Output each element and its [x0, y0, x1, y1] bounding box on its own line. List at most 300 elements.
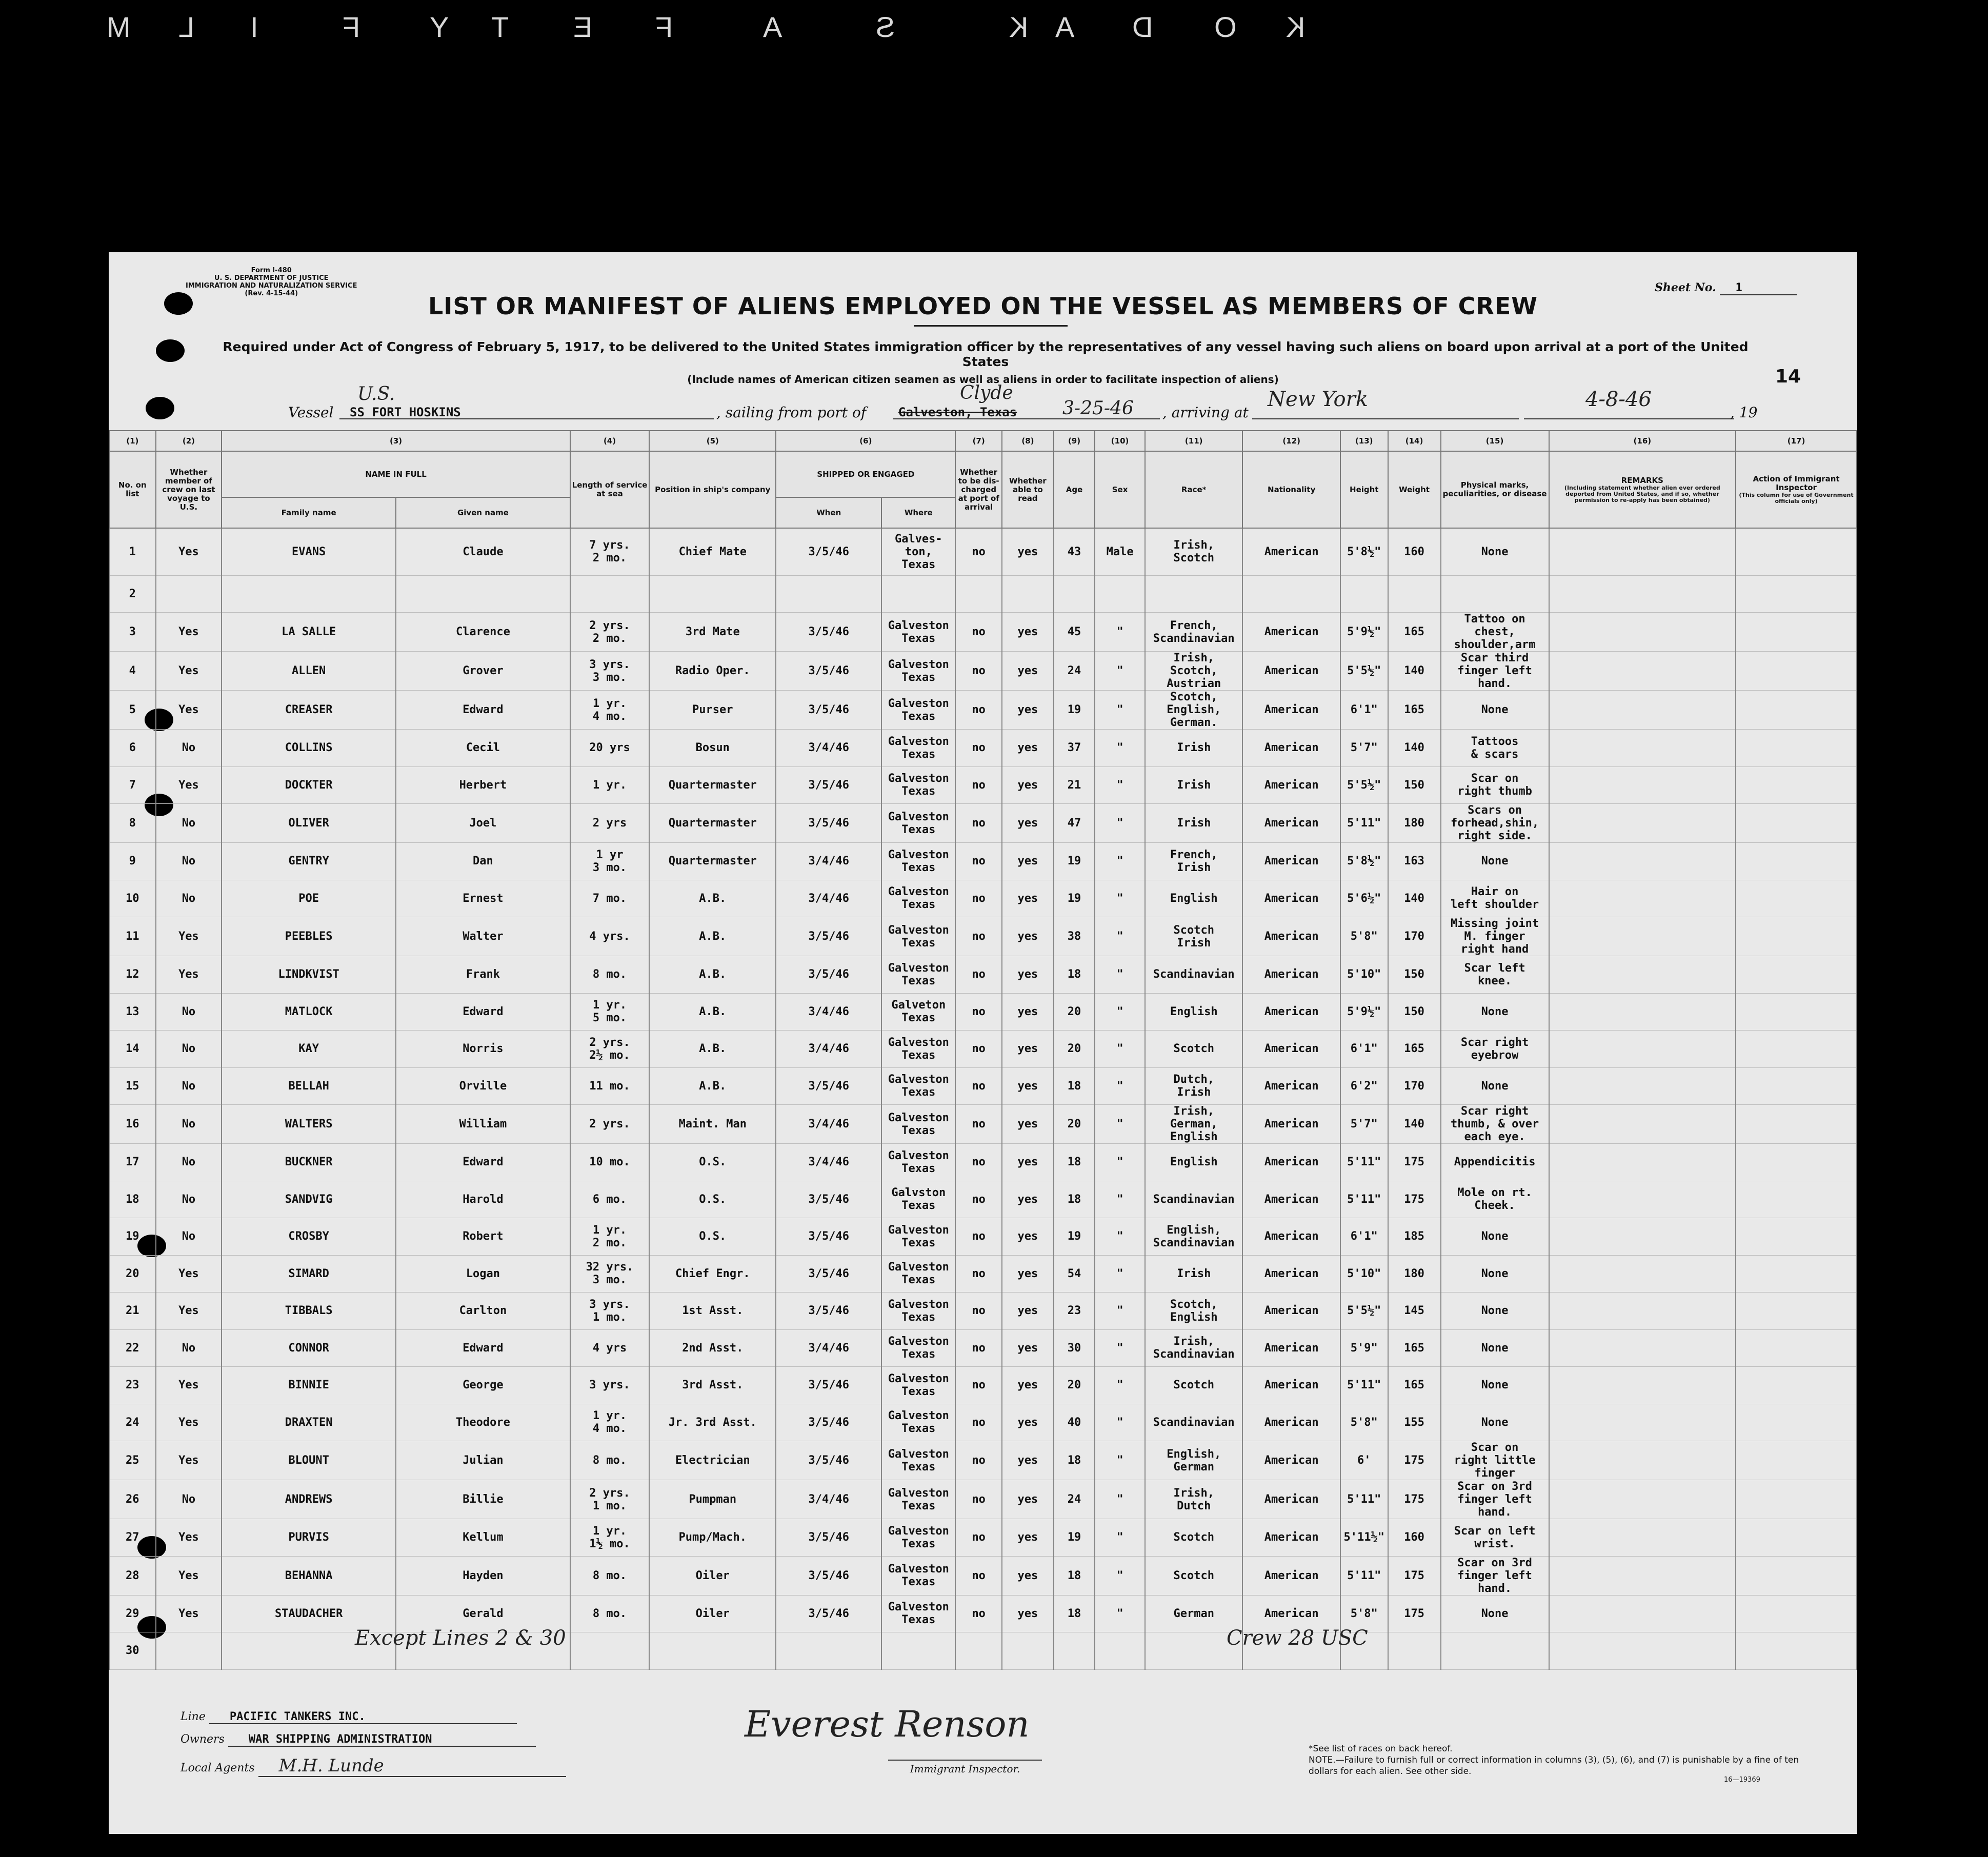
cell-prior-voyage: No	[156, 804, 222, 843]
cell-race: English	[1145, 1144, 1242, 1181]
film-letter: F	[338, 11, 360, 43]
cell-weight: 145	[1388, 1293, 1441, 1330]
cell-action	[1736, 1632, 1857, 1670]
cell-able-to-read: yes	[1002, 1218, 1054, 1256]
cell-shipped-where: Galveston Texas	[881, 1293, 955, 1330]
cell-weight: 165	[1388, 613, 1441, 652]
cell-remarks	[1549, 1632, 1736, 1670]
table-row	[109, 1067, 1857, 1105]
cell-given-name: Grover	[396, 652, 570, 691]
cell-nationality: American	[1242, 1367, 1340, 1404]
cell-position: Purser	[649, 691, 776, 730]
cell-age: 19	[1054, 880, 1095, 917]
film-letter: O	[1210, 11, 1237, 43]
cell-physical-marks: Missing joint M. finger right hand	[1441, 917, 1549, 956]
header-action-title: Action of Immigrant Inspector	[1753, 474, 1840, 492]
cell-able-to-read: yes	[1002, 528, 1054, 575]
cell-shipped-when: 3/4/46	[776, 843, 881, 880]
cell-remarks	[1549, 1595, 1736, 1632]
cell-discharged: no	[955, 1067, 1002, 1105]
cell-age: 20	[1054, 1105, 1095, 1144]
cell-shipped-where: Galveston Texas	[881, 1556, 955, 1595]
cell-remarks	[1549, 766, 1736, 804]
cell-shipped-where: Galveston Texas	[881, 917, 955, 956]
cell-sex: "	[1095, 1067, 1145, 1105]
cell-prior-voyage: Yes	[156, 766, 222, 804]
cell-action	[1736, 1218, 1857, 1256]
cell-shipped-when: 3/4/46	[776, 1031, 881, 1068]
cell-row-number: 30	[109, 1632, 156, 1670]
header-height: Height	[1340, 451, 1388, 528]
cell-prior-voyage: No	[156, 843, 222, 880]
cell-position: A.B.	[649, 917, 776, 956]
cell-nationality: American	[1242, 730, 1340, 767]
header-age: Age	[1054, 451, 1095, 528]
cell-shipped-when: 3/5/46	[776, 1181, 881, 1218]
cell-shipped-where: Galveston Texas	[881, 1255, 955, 1293]
cell-position: O.S.	[649, 1181, 776, 1218]
cell-race: Scotch	[1145, 1519, 1242, 1557]
header-action	[1736, 451, 1857, 528]
cell-race: Scandinavian	[1145, 1404, 1242, 1441]
cell-nationality: American	[1242, 1404, 1340, 1441]
table-row	[109, 1404, 1857, 1441]
table-row	[109, 1480, 1857, 1519]
table-row	[109, 613, 1857, 652]
cell-position: Quartermaster	[649, 804, 776, 843]
table-row	[109, 1144, 1857, 1181]
cell-discharged: no	[955, 1293, 1002, 1330]
cell-length-of-service: 2 yrs. 2 mo.	[570, 613, 649, 652]
cell-discharged	[955, 1632, 1002, 1670]
cell-race: English, Scandinavian	[1145, 1218, 1242, 1256]
cell-row-number: 29	[109, 1595, 156, 1632]
cell-given-name: Logan	[396, 1255, 570, 1293]
cell-weight: 140	[1388, 1105, 1441, 1144]
cell-shipped-where: Galves- ton, Texas	[881, 528, 955, 575]
cell-shipped-where: Galveton Texas	[881, 993, 955, 1031]
cell-length-of-service: 1 yr. 4 mo.	[570, 1404, 649, 1441]
cell-weight: 175	[1388, 1144, 1441, 1181]
cell-length-of-service	[570, 1632, 649, 1670]
cell-row-number: 14	[109, 1031, 156, 1068]
cell-height: 5'7"	[1340, 1105, 1388, 1144]
cell-weight: 185	[1388, 1218, 1441, 1256]
cell-family-name: DRAXTEN	[222, 1404, 396, 1441]
cell-action	[1736, 1329, 1857, 1367]
cell-sex: "	[1095, 804, 1145, 843]
cell-weight: 165	[1388, 691, 1441, 730]
cell-length-of-service: 4 yrs	[570, 1329, 649, 1367]
table-row	[109, 652, 1857, 691]
header-when: When	[776, 497, 881, 528]
footer-owners	[180, 1733, 536, 1747]
cell-physical-marks: Appendicitis	[1441, 1144, 1549, 1181]
cell-action	[1736, 1595, 1857, 1632]
table-row	[109, 804, 1857, 843]
cell-shipped-when: 3/4/46	[776, 993, 881, 1031]
cell-sex: "	[1095, 766, 1145, 804]
cell-discharged: no	[955, 1218, 1002, 1256]
cell-remarks	[1549, 691, 1736, 730]
cell-shipped-where: Galveston Texas	[881, 766, 955, 804]
film-letter: A	[1051, 11, 1075, 43]
cell-family-name: BLOUNT	[222, 1441, 396, 1480]
cell-discharged	[955, 575, 1002, 613]
cell-family-name: GENTRY	[222, 843, 396, 880]
cell-height: 6'1"	[1340, 1218, 1388, 1256]
cell-position	[649, 1632, 776, 1670]
cell-physical-marks: Scar third finger left hand.	[1441, 652, 1549, 691]
cell-shipped-where: Galveston Texas	[881, 613, 955, 652]
cell-age: 19	[1054, 843, 1095, 880]
cell-action	[1736, 1105, 1857, 1144]
cell-position: Pump/Mach.	[649, 1519, 776, 1557]
cell-remarks	[1549, 652, 1736, 691]
header-length-service: Length of service at sea	[570, 451, 649, 528]
punch-hole	[156, 339, 185, 362]
cell-given-name: Edward	[396, 691, 570, 730]
col-3-number: (3)	[222, 431, 570, 451]
cell-able-to-read: yes	[1002, 804, 1054, 843]
cell-weight: 180	[1388, 804, 1441, 843]
cell-action	[1736, 1067, 1857, 1105]
cell-height: 5'11"	[1340, 1367, 1388, 1404]
line-value: PACIFIC TANKERS INC.	[209, 1710, 517, 1724]
cell-age: 18	[1054, 1556, 1095, 1595]
cell-height: 5'10"	[1340, 1255, 1388, 1293]
cell-physical-marks: None	[1441, 1367, 1549, 1404]
cell-shipped-when: 3/5/46	[776, 917, 881, 956]
film-letter: K	[1005, 11, 1029, 43]
cell-given-name: Julian	[396, 1441, 570, 1480]
cell-shipped-where: Galveston Texas	[881, 956, 955, 994]
cell-nationality: American	[1242, 917, 1340, 956]
cell-race: Irish, Scotch, Austrian	[1145, 652, 1242, 691]
cell-sex: "	[1095, 1181, 1145, 1218]
cell-physical-marks: Tattoo on chest, shoulder,arm	[1441, 613, 1549, 652]
cell-weight	[1388, 575, 1441, 613]
cell-action	[1736, 1293, 1857, 1330]
cell-remarks	[1549, 1519, 1736, 1557]
cell-race: Irish, Scandinavian	[1145, 1329, 1242, 1367]
cell-weight: 180	[1388, 1255, 1441, 1293]
cell-length-of-service: 1 yr. 5 mo.	[570, 993, 649, 1031]
header-family-name: Family name	[222, 497, 396, 528]
cell-prior-voyage: Yes	[156, 613, 222, 652]
cell-family-name: CREASER	[222, 691, 396, 730]
col-15-number: (15)	[1441, 431, 1549, 451]
cell-given-name: Carlton	[396, 1293, 570, 1330]
cell-height: 5'11½"	[1340, 1519, 1388, 1557]
cell-position: Electrician	[649, 1441, 776, 1480]
cell-physical-marks: Scar left knee.	[1441, 956, 1549, 994]
cell-given-name: Herbert	[396, 766, 570, 804]
cell-family-name: LINDKVIST	[222, 956, 396, 994]
cell-physical-marks: None	[1441, 1067, 1549, 1105]
header-action-note: (This column for use of Government officials only)	[1739, 492, 1854, 504]
cell-race: Irish, Scotch	[1145, 528, 1242, 575]
cell-family-name: SIMARD	[222, 1255, 396, 1293]
cell-shipped-when: 3/5/46	[776, 1293, 881, 1330]
line-label: Line	[180, 1710, 206, 1723]
cell-length-of-service: 3 yrs.	[570, 1367, 649, 1404]
cell-remarks	[1549, 575, 1736, 613]
cell-remarks	[1549, 1105, 1736, 1144]
cell-row-number: 23	[109, 1367, 156, 1404]
cell-shipped-where	[881, 1632, 955, 1670]
cell-sex: "	[1095, 993, 1145, 1031]
cell-remarks	[1549, 1181, 1736, 1218]
cell-weight: 170	[1388, 1067, 1441, 1105]
cell-age: 18	[1054, 1067, 1095, 1105]
cell-position: Jr. 3rd Asst.	[649, 1404, 776, 1441]
inspector-label: Immigrant Inspector.	[888, 1760, 1042, 1775]
cell-length-of-service: 2 yrs	[570, 804, 649, 843]
cell-prior-voyage: No	[156, 1067, 222, 1105]
cell-able-to-read: yes	[1002, 1031, 1054, 1068]
cell-nationality: American	[1242, 843, 1340, 880]
cell-given-name: Kellum	[396, 1519, 570, 1557]
cell-shipped-where: Galveston Texas	[881, 1441, 955, 1480]
cell-discharged: no	[955, 1105, 1002, 1144]
cell-physical-marks	[1441, 1632, 1549, 1670]
cell-age: 19	[1054, 691, 1095, 730]
cell-row-number: 7	[109, 766, 156, 804]
cell-prior-voyage: Yes	[156, 1293, 222, 1330]
cell-nationality: American	[1242, 1255, 1340, 1293]
cell-position: A.B.	[649, 1031, 776, 1068]
cell-shipped-when: 3/5/46	[776, 766, 881, 804]
table-row	[109, 1181, 1857, 1218]
film-letter: Y	[426, 11, 449, 43]
cell-sex: "	[1095, 613, 1145, 652]
cell-age	[1054, 1632, 1095, 1670]
cell-height: 6'1"	[1340, 691, 1388, 730]
cell-race: Irish	[1145, 1255, 1242, 1293]
cell-age: 20	[1054, 1031, 1095, 1068]
cell-length-of-service: 6 mo.	[570, 1181, 649, 1218]
cell-position: A.B.	[649, 1067, 776, 1105]
cell-row-number: 2	[109, 575, 156, 613]
footer-notes	[1309, 1743, 1821, 1777]
cell-sex: "	[1095, 1404, 1145, 1441]
cell-row-number: 5	[109, 691, 156, 730]
cell-physical-marks: None	[1441, 993, 1549, 1031]
cell-position: Quartermaster	[649, 766, 776, 804]
cell-remarks	[1549, 1329, 1736, 1367]
cell-height: 5'9½"	[1340, 993, 1388, 1031]
cell-able-to-read: yes	[1002, 1067, 1054, 1105]
cell-weight: 150	[1388, 993, 1441, 1031]
cell-discharged: no	[955, 1255, 1002, 1293]
cell-remarks	[1549, 1441, 1736, 1480]
cell-position: Quartermaster	[649, 843, 776, 880]
cell-discharged: no	[955, 613, 1002, 652]
cell-position: A.B.	[649, 880, 776, 917]
cell-able-to-read	[1002, 1632, 1054, 1670]
cell-race: Irish, Dutch	[1145, 1480, 1242, 1519]
cell-sex: "	[1095, 1556, 1145, 1595]
cell-length-of-service: 32 yrs. 3 mo.	[570, 1255, 649, 1293]
cell-family-name: BINNIE	[222, 1367, 396, 1404]
cell-physical-marks: Scar on right little finger	[1441, 1441, 1549, 1480]
col-4-number: (4)	[570, 431, 649, 451]
cell-height: 5'8½"	[1340, 843, 1388, 880]
col-16-number: (16)	[1549, 431, 1736, 451]
cell-sex: "	[1095, 1367, 1145, 1404]
cell-weight: 140	[1388, 652, 1441, 691]
cell-family-name: PEEBLES	[222, 917, 396, 956]
cell-discharged: no	[955, 691, 1002, 730]
cell-weight: 165	[1388, 1031, 1441, 1068]
cell-remarks	[1549, 730, 1736, 767]
cell-family-name: SANDVIG	[222, 1181, 396, 1218]
cell-height: 5'5½"	[1340, 1293, 1388, 1330]
cell-family-name: POE	[222, 880, 396, 917]
cell-prior-voyage: Yes	[156, 917, 222, 956]
sailing-port-hand: Clyde	[960, 382, 1013, 403]
cell-row-number: 28	[109, 1556, 156, 1595]
cell-shipped-where: Galvston Texas	[881, 1181, 955, 1218]
cell-age: 20	[1054, 993, 1095, 1031]
cell-weight: 140	[1388, 880, 1441, 917]
table-row	[109, 575, 1857, 613]
cell-length-of-service: 8 mo.	[570, 1595, 649, 1632]
cell-remarks	[1549, 917, 1736, 956]
cell-race: Irish, German, English	[1145, 1105, 1242, 1144]
table-row	[109, 691, 1857, 730]
cell-length-of-service: 7 yrs. 2 mo.	[570, 528, 649, 575]
cell-length-of-service: 2 yrs. 1 mo.	[570, 1480, 649, 1519]
cell-sex: "	[1095, 880, 1145, 917]
cell-height: 5'11"	[1340, 1480, 1388, 1519]
header-remarks-title: REMARKS	[1621, 475, 1663, 485]
cell-length-of-service: 4 yrs.	[570, 917, 649, 956]
cell-action	[1736, 1441, 1857, 1480]
cell-family-name: MATLOCK	[222, 993, 396, 1031]
cell-row-number: 13	[109, 993, 156, 1031]
cell-nationality: American	[1242, 880, 1340, 917]
cell-race: Scotch, English, German.	[1145, 691, 1242, 730]
cell-family-name: BUCKNER	[222, 1144, 396, 1181]
cell-age: 23	[1054, 1293, 1095, 1330]
cell-physical-marks: Hair on left shoulder	[1441, 880, 1549, 917]
cell-able-to-read: yes	[1002, 613, 1054, 652]
cell-shipped-where: Galveston Texas	[881, 804, 955, 843]
cell-action	[1736, 1367, 1857, 1404]
header-weight: Weight	[1388, 451, 1441, 528]
cell-race: English, German	[1145, 1441, 1242, 1480]
cell-remarks	[1549, 804, 1736, 843]
header-no-on-list: No. on list	[109, 451, 156, 528]
cell-position: Bosun	[649, 730, 776, 767]
cell-weight: 150	[1388, 766, 1441, 804]
cell-able-to-read: yes	[1002, 652, 1054, 691]
cell-action	[1736, 993, 1857, 1031]
cell-sex: "	[1095, 730, 1145, 767]
cell-shipped-where: Galveston Texas	[881, 1480, 955, 1519]
cell-action	[1736, 528, 1857, 575]
header-where: Where	[881, 497, 955, 528]
cell-length-of-service: 20 yrs	[570, 730, 649, 767]
cell-discharged: no	[955, 1441, 1002, 1480]
cell-age: 20	[1054, 1367, 1095, 1404]
cell-position: 1st Asst.	[649, 1293, 776, 1330]
cell-prior-voyage: No	[156, 1144, 222, 1181]
cell-action	[1736, 880, 1857, 917]
page-number: 14	[1775, 366, 1801, 387]
form-number: 16—19369	[1724, 1776, 1760, 1784]
cell-physical-marks: None	[1441, 1404, 1549, 1441]
cell-nationality: American	[1242, 1105, 1340, 1144]
cell-age: 24	[1054, 652, 1095, 691]
cell-nationality: American	[1242, 804, 1340, 843]
cell-given-name: Joel	[396, 804, 570, 843]
col-14-number: (14)	[1388, 431, 1441, 451]
cell-family-name: EVANS	[222, 528, 396, 575]
cell-remarks	[1549, 1480, 1736, 1519]
header-discharged: Whether to be dis-charged at port of arrival	[955, 451, 1002, 528]
film-letter: S	[872, 11, 895, 43]
cell-position: Oiler	[649, 1595, 776, 1632]
cell-weight: 165	[1388, 1367, 1441, 1404]
cell-able-to-read: yes	[1002, 880, 1054, 917]
cell-position: Maint. Man	[649, 1105, 776, 1144]
cell-sex: "	[1095, 1441, 1145, 1480]
film-letter: L	[174, 11, 195, 43]
header-race: Race*	[1145, 451, 1242, 528]
cell-row-number: 9	[109, 843, 156, 880]
cell-discharged: no	[955, 880, 1002, 917]
cell-action	[1736, 1144, 1857, 1181]
arriving-label: , arriving at	[1162, 404, 1249, 421]
cell-row-number: 19	[109, 1218, 156, 1256]
cell-prior-voyage: No	[156, 1329, 222, 1367]
cell-age: 38	[1054, 917, 1095, 956]
cell-age: 54	[1054, 1255, 1095, 1293]
cell-given-name: Frank	[396, 956, 570, 994]
cell-row-number: 15	[109, 1067, 156, 1105]
cell-length-of-service: 8 mo.	[570, 1441, 649, 1480]
col-1-number: (1)	[109, 431, 156, 451]
cell-family-name: CONNOR	[222, 1329, 396, 1367]
cell-physical-marks: None	[1441, 528, 1549, 575]
cell-height: 5'10"	[1340, 956, 1388, 994]
cell-given-name: Cecil	[396, 730, 570, 767]
cell-family-name: LA SALLE	[222, 613, 396, 652]
cell-age: 18	[1054, 1181, 1095, 1218]
cell-height: 5'11"	[1340, 804, 1388, 843]
col-8-number: (8)	[1002, 431, 1054, 451]
cell-length-of-service: 1 yr. 2 mo.	[570, 1218, 649, 1256]
cell-action	[1736, 1031, 1857, 1068]
header-nationality: Nationality	[1242, 451, 1340, 528]
cell-given-name: Walter	[396, 917, 570, 956]
owners-label: Owners	[180, 1733, 225, 1746]
cell-position: 2nd Asst.	[649, 1329, 776, 1367]
cell-length-of-service: 8 mo.	[570, 956, 649, 994]
cell-length-of-service: 3 yrs. 1 mo.	[570, 1293, 649, 1330]
cell-height: 5'11"	[1340, 1556, 1388, 1595]
cell-race: Dutch, Irish	[1145, 1067, 1242, 1105]
cell-race: Scotch	[1145, 1367, 1242, 1404]
cell-length-of-service	[570, 575, 649, 613]
cell-race: Irish	[1145, 766, 1242, 804]
table-row	[109, 1367, 1857, 1404]
cell-action	[1736, 956, 1857, 994]
film-letter: K	[1282, 11, 1306, 43]
